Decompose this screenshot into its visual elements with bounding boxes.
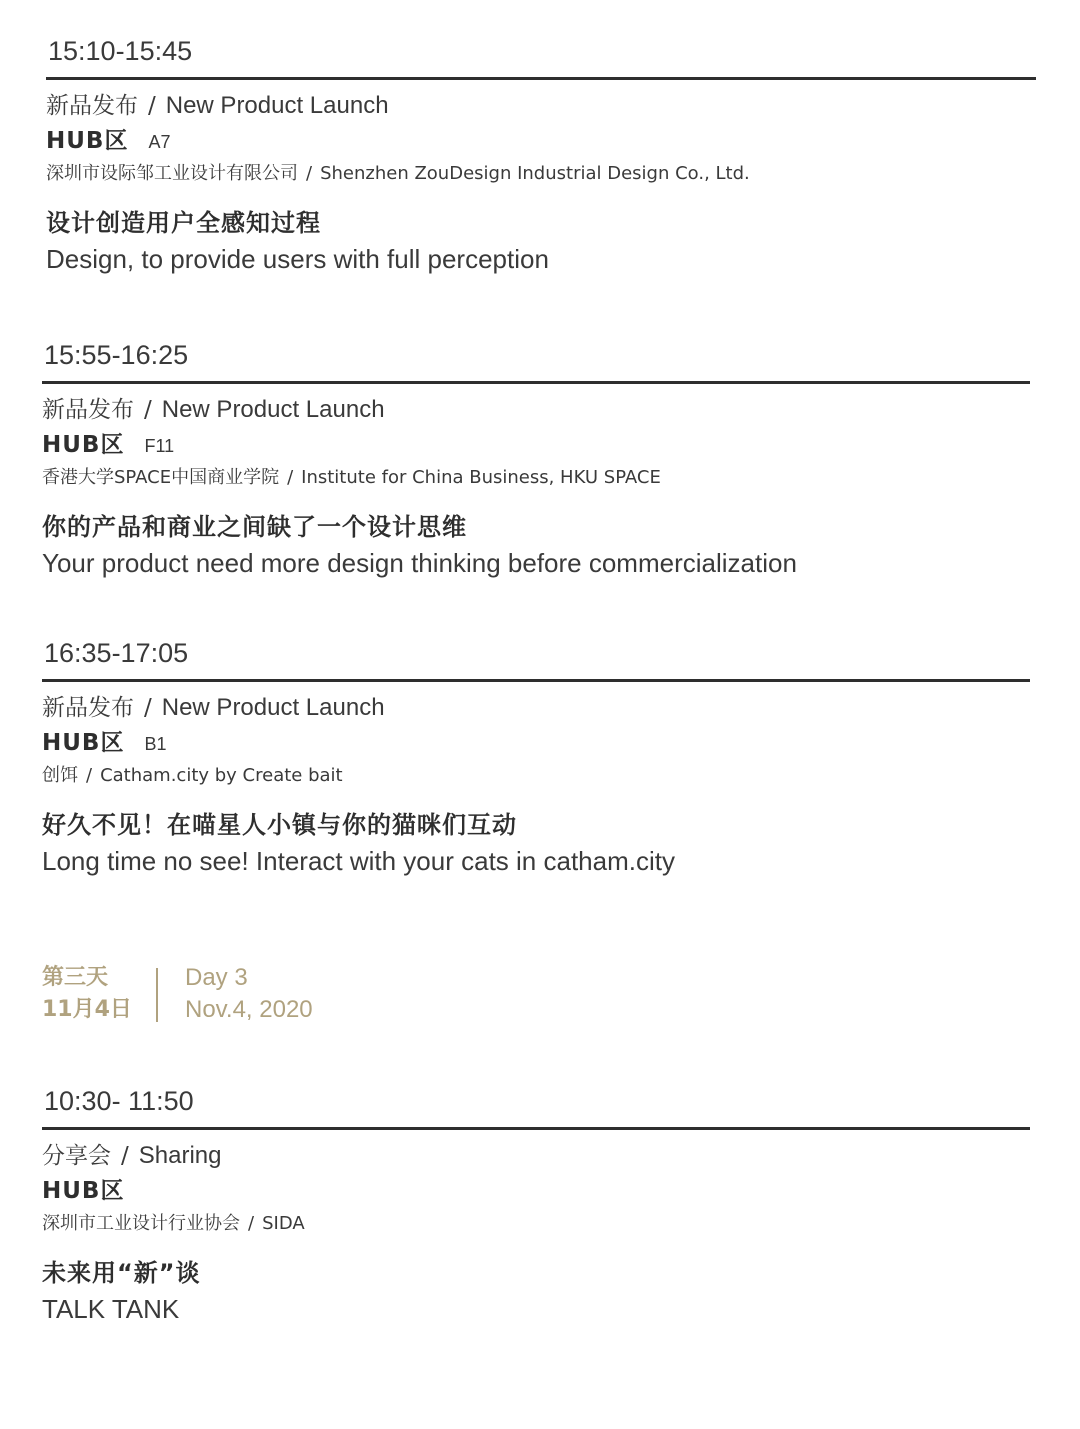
session-2 — [42, 338, 1030, 578]
separator: / — [306, 163, 313, 184]
session-title-zh: 你的产品和商业之间缺了一个设计思维 — [42, 513, 467, 541]
session-title-en: Design, to provide users with full perception — [46, 244, 549, 274]
session-organizer — [42, 1212, 305, 1236]
session-type-zh: 新品发布 — [42, 397, 134, 423]
organizer-en: Shenzhen ZouDesign Industrial Design Co., Ltd. — [320, 163, 750, 184]
day-label-zh: 第三天 — [42, 965, 109, 990]
separator: / — [144, 695, 152, 721]
session-type-en: New Product Launch — [165, 92, 389, 119]
session-title-en: TALK TANK — [42, 1294, 180, 1324]
session-time: 16:35-17:05 — [44, 638, 189, 668]
session-type-en: New Product Launch — [161, 694, 385, 721]
booth-number: A7 — [148, 132, 171, 152]
day-date-zh: 11月4日 — [42, 997, 132, 1022]
session-3 — [42, 636, 1030, 876]
day-date-en: Nov.4, 2020 — [185, 996, 313, 1023]
day-divider-bar — [156, 968, 158, 1022]
organizer-zh: 香港大学SPACE中国商业学院 — [42, 467, 280, 488]
organizer-en: Institute for China Business, HKU SPACE — [301, 467, 661, 488]
session-type-zh: 分享会 — [42, 1143, 111, 1169]
session-time: 10:30- 11:50 — [44, 1086, 194, 1116]
divider-line — [42, 1127, 1030, 1130]
organizer-zh: 创饵 — [42, 765, 78, 786]
session-title-en: Long time no see! Interact with your cats in catham.city — [42, 846, 675, 876]
divider-line — [42, 679, 1030, 682]
organizer-en: SIDA — [262, 1213, 305, 1234]
session-venue — [42, 1176, 124, 1206]
day-label-zh-group — [42, 962, 142, 1026]
organizer-en: Catham.city by Create bait — [100, 765, 343, 786]
session-organizer — [42, 764, 343, 788]
separator: / — [86, 765, 93, 786]
session-title-zh: 好久不见！在喵星人小镇与你的猫咪们互动 — [42, 811, 517, 839]
session-type — [46, 91, 389, 121]
booth-number: F11 — [144, 436, 175, 456]
day-label-en: Day 3 — [185, 964, 248, 991]
organizer-zh: 深圳市工业设计行业协会 — [42, 1213, 240, 1234]
divider-line — [42, 381, 1030, 384]
session-organizer — [42, 466, 661, 490]
separator: / — [148, 93, 156, 119]
session-organizer — [46, 162, 750, 186]
venue-label: HUB区 — [42, 1178, 125, 1204]
day-label-en-group — [185, 962, 313, 1026]
separator: / — [248, 1213, 255, 1234]
separator: / — [144, 397, 152, 423]
session-title-zh: 未来用“新”谈 — [42, 1259, 201, 1287]
day-header — [42, 962, 442, 1026]
session-title-zh: 设计创造用户全感知过程 — [46, 209, 321, 237]
session-venue — [42, 430, 174, 460]
venue-label: HUB区 — [42, 432, 125, 458]
session-venue — [46, 126, 171, 156]
venue-label: HUB区 — [42, 730, 125, 756]
session-type-en: New Product Launch — [161, 396, 385, 423]
session-type-zh: 新品发布 — [46, 93, 138, 119]
organizer-zh: 深圳市设际邹工业设计有限公司 — [46, 163, 298, 184]
session-title-en: Your product need more design thinking before commercialization — [42, 548, 797, 578]
separator: / — [287, 467, 294, 488]
session-time: 15:55-16:25 — [44, 340, 189, 370]
session-1 — [46, 34, 1036, 274]
session-type-en: Sharing — [138, 1142, 222, 1169]
session-venue — [42, 728, 167, 758]
session-type — [42, 395, 385, 425]
session-time: 15:10-15:45 — [48, 36, 193, 66]
session-type-zh: 新品发布 — [42, 695, 134, 721]
separator: / — [121, 1143, 129, 1169]
session-type — [42, 1141, 221, 1171]
booth-number: B1 — [144, 734, 167, 754]
divider-line — [46, 77, 1036, 80]
session-4 — [42, 1084, 1030, 1324]
venue-label: HUB区 — [46, 128, 129, 154]
session-type — [42, 693, 385, 723]
